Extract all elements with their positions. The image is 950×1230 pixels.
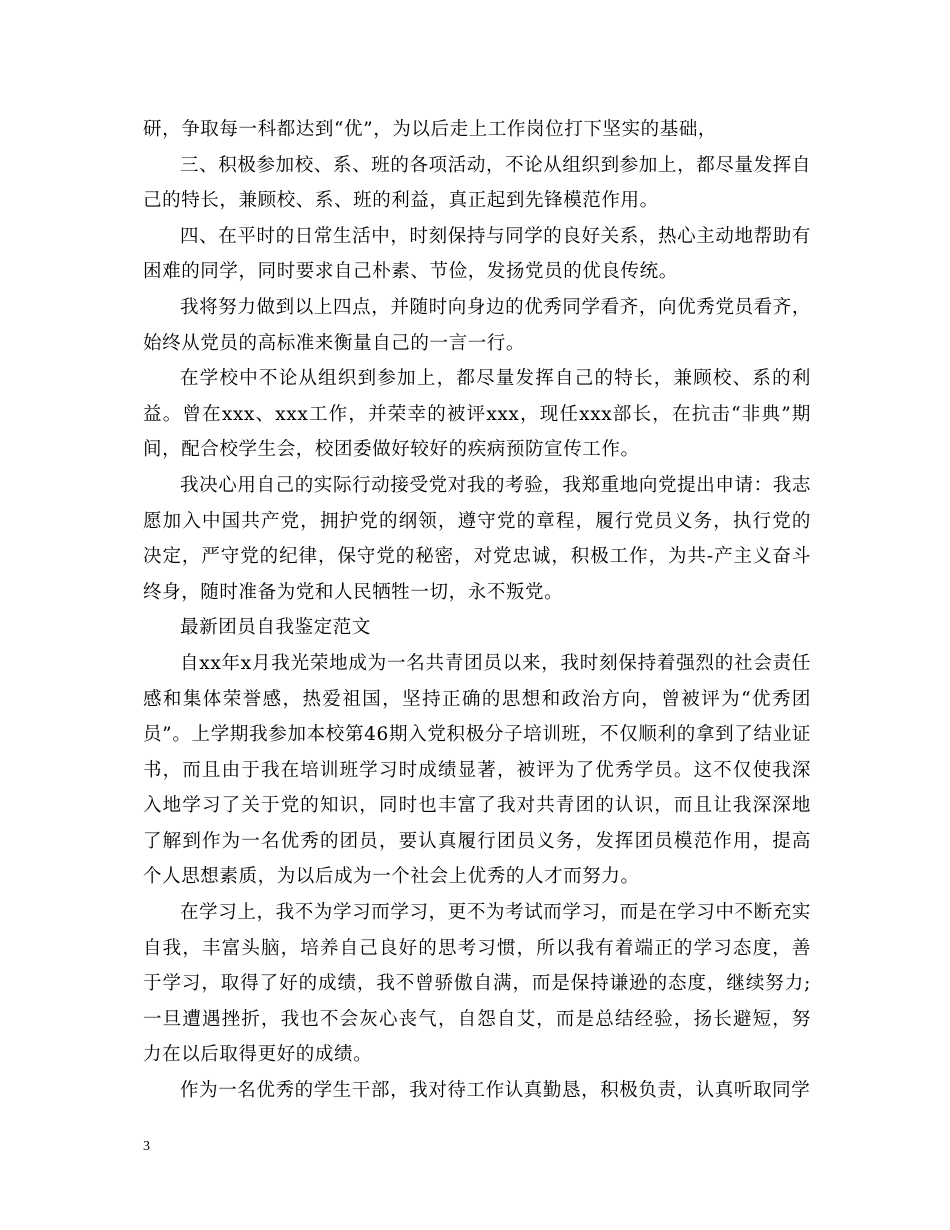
- page-number: 3: [143, 1139, 150, 1154]
- paragraph-point-three: 三、积极参加校、系、班的各项活动，不论从组织到参加上，都尽量发挥自己的特长，兼顾校、系、班的利益，真正起到先锋模范作用。: [143, 154, 811, 212]
- section-title: 最新团员自我鉴定范文: [180, 617, 372, 639]
- paragraph-school-work: 在学校中不论从组织到参加上，都尽量发挥自己的特长，兼顾校、系的利益。曾在xxx、xxx工作，并荣幸的被评xxx，现任xxx部长，在抗击“非典”期间，配合校学生会，校团委做好较好的疾病预防宣传工作。: [143, 368, 811, 461]
- paragraph-continuation: 研，争取每一科都达到“优”，为以后走上工作岗位打下坚实的基础，: [143, 119, 718, 140]
- paragraph-league-member: 自xx年x月我光荣地成为一名共青团员以来，我时刻保持着强烈的社会责任感和集体荣誉感，热爱祖国，坚持正确的思想和政治方向，曾被评为“优秀团员”。上学期我参加本校第46期入党积极分子培训班，不仅顺利的拿到了结业证书，而且由于我在培训班学习时成绩显著，被评为了优秀学员。这不仅使我深入地学习了关于党的知识，同时也丰富了我对共青团的认识，而且让我深深地了解到作为一名优秀的团员，要认真履行团员义务，发挥团员模范作用，提高个人思想素质，为以后成为一个社会上优秀的人才而努力。: [143, 652, 811, 888]
- paragraph-cadre: 作为一名优秀的学生干部，我对待工作认真勤恳，积极负责，认真听取同学: [180, 1080, 811, 1102]
- paragraph-study: 在学习上，我不为学习而学习，更不为考试而学习，而是在学习中不断充实自我，丰富头脑，培养自己良好的思考习惯，所以我有着端正的学习态度，善于学习，取得了好的成绩，我不曾骄傲自满，而是保持谦逊的态度，继续努力;一旦遭遇挫折，我也不会灰心丧气，自怨自艾，而是总结经验，扬长避短，努力在以后取得更好的成绩。: [143, 902, 811, 1066]
- paragraph-point-four: 四、在平时的日常生活中，时刻保持与同学的良好关系，热心主动地帮助有困难的同学，同时要求自己朴素、节俭，发扬党员的优良传统。: [143, 225, 811, 283]
- paragraph-application: 我决心用自己的实际行动接受党对我的考验，我郑重地向党提出申请：我志愿加入中国共产党，拥护党的纲领，遵守党的章程，履行党员义务，执行党的决定，严守党的纪律，保守党的秘密，对党忠诚，积极工作，为共-产主义奋斗终身，随时准备为党和人民牺牲一切，永不叛党。: [143, 474, 811, 603]
- paragraph-four-points: 我将努力做到以上四点，并随时向身边的优秀同学看齐，向优秀党员看齐，始终从党员的高标准来衡量自己的一言一行。: [143, 296, 811, 354]
- document-body: [143, 112, 811, 1109]
